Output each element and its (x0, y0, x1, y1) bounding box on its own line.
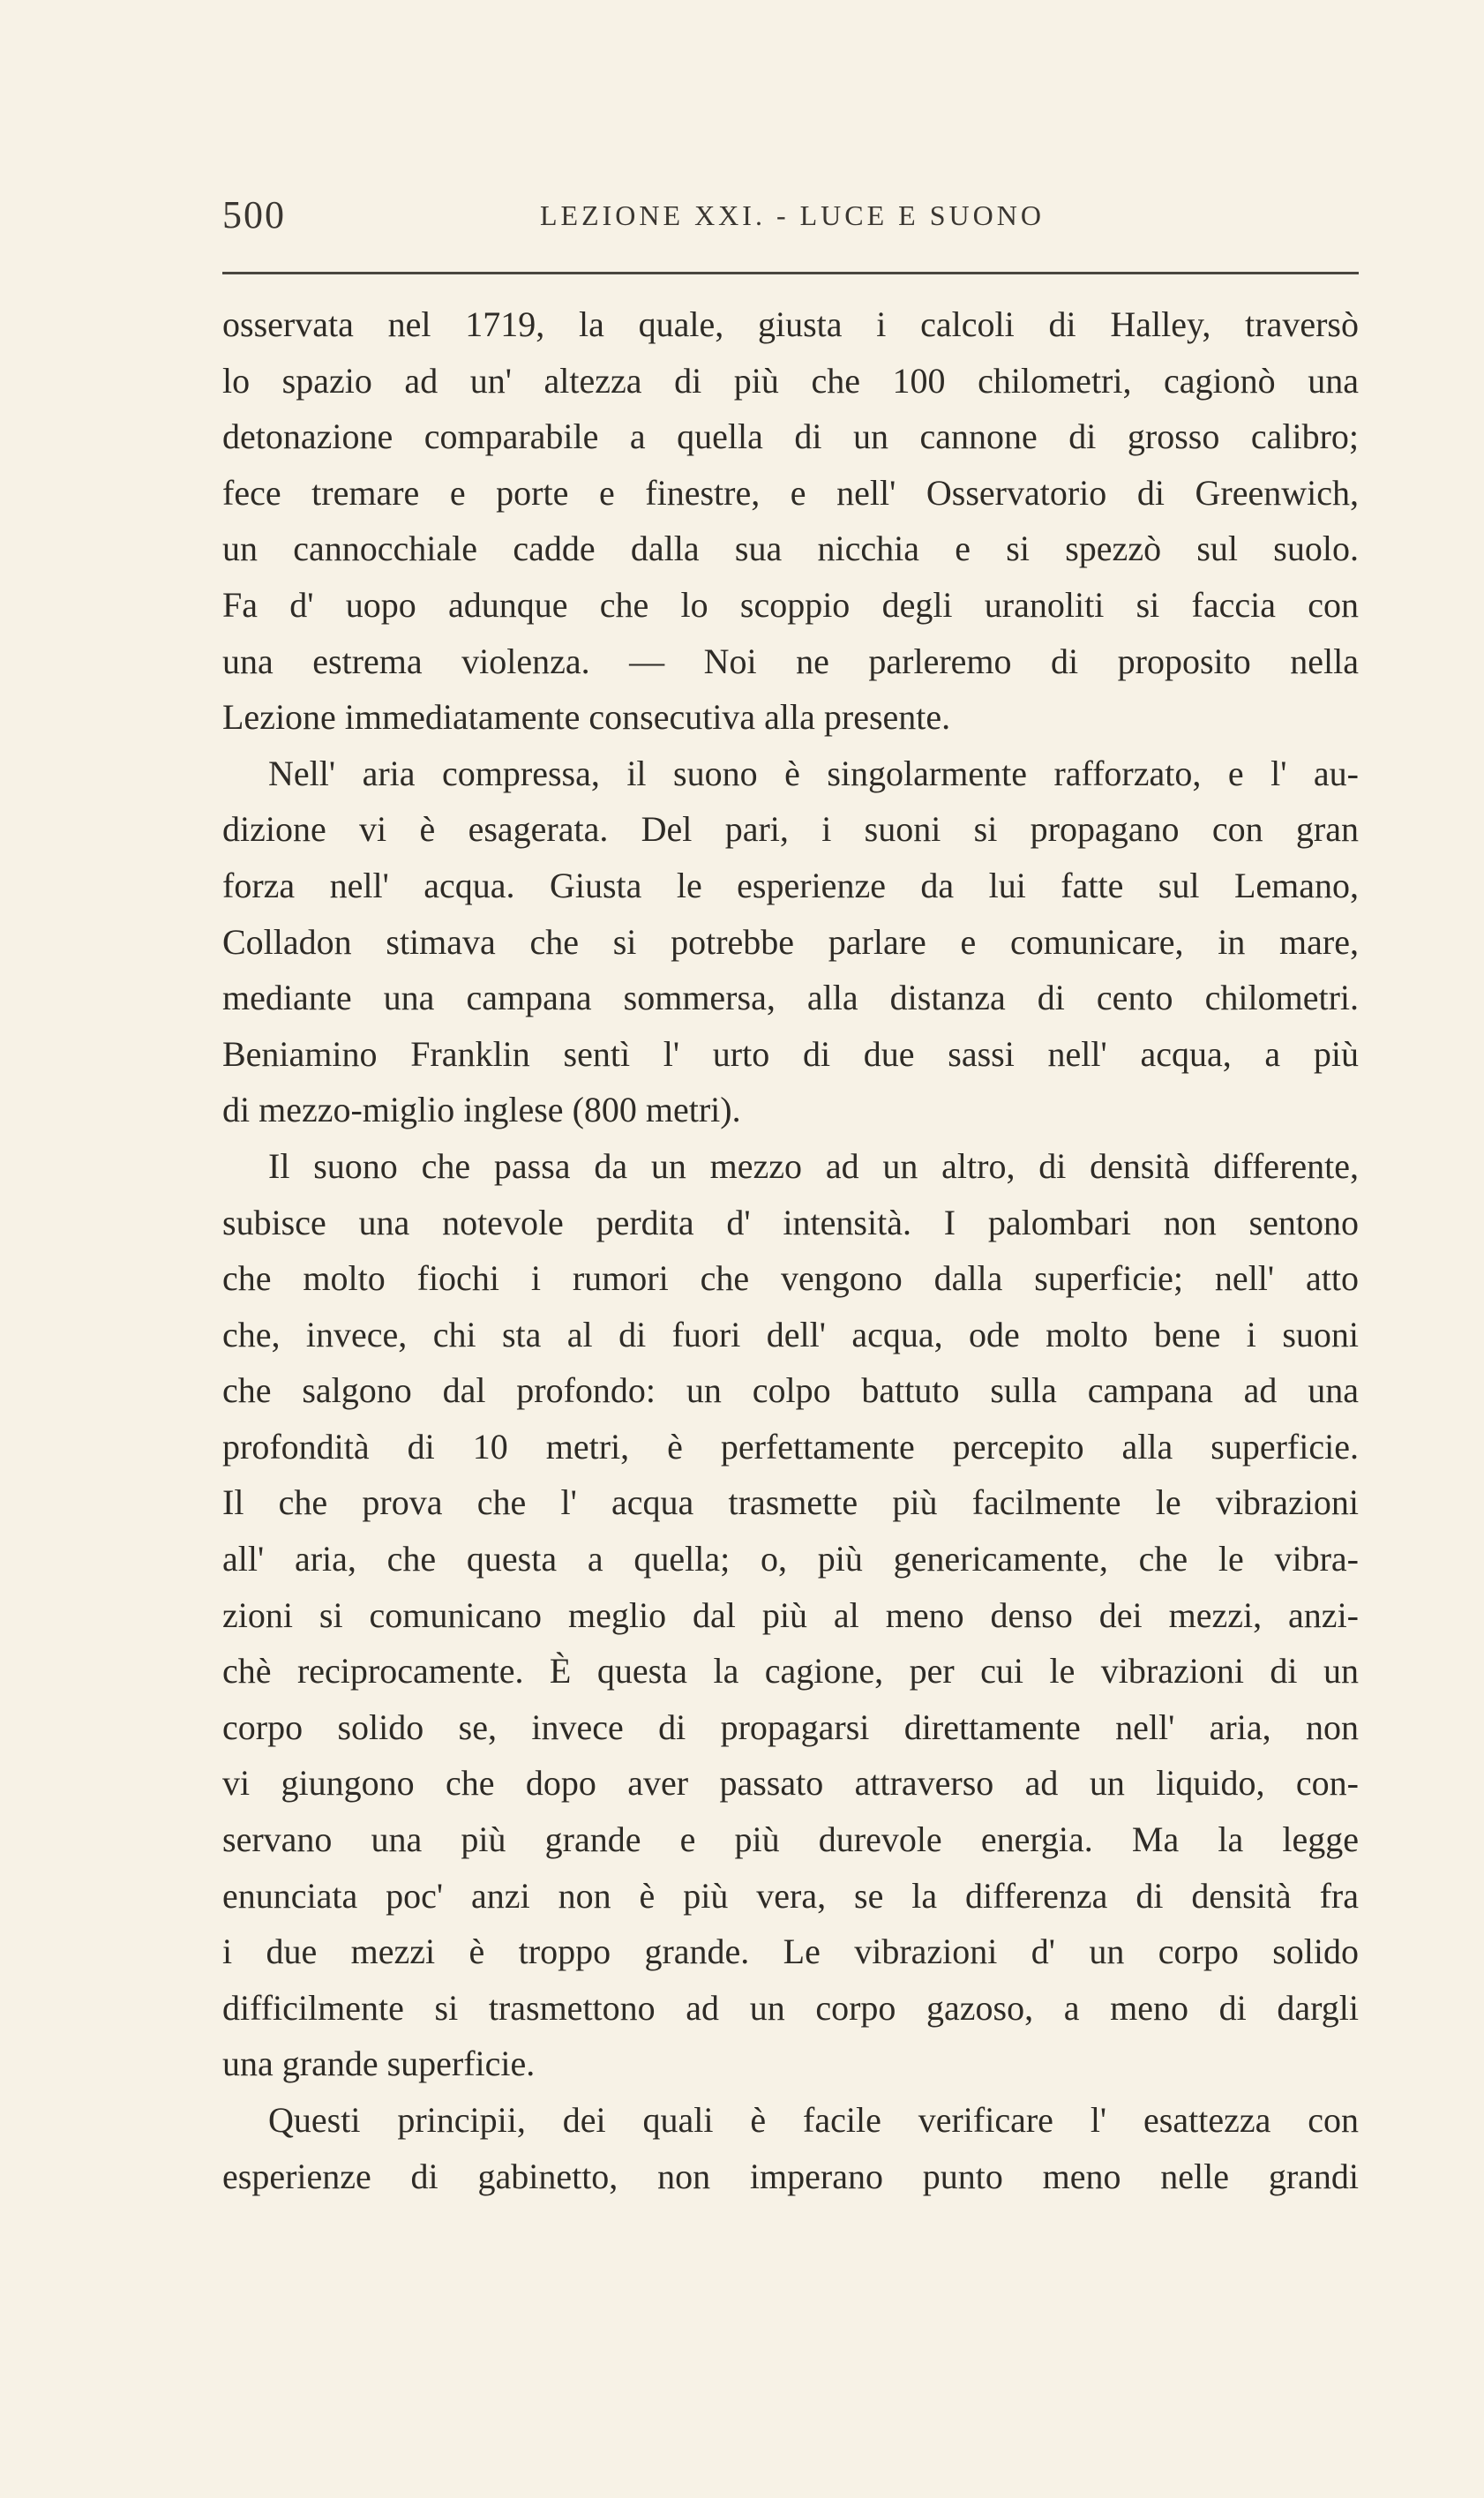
text-line: che salgono dal profondo: un colpo battuto sulla campana ad una (222, 1370, 1359, 1411)
text-line: una estrema violenza. — Noi ne parleremo di proposito nella (222, 641, 1359, 681)
text-line: che, invece, chi sta al di fuori dell' acqua, ode molto bene i suoni (222, 1314, 1359, 1354)
text-line: Colladon stimava che si potrebbe parlare e comunicare, in mare, (222, 921, 1359, 962)
text-line: corpo solido se, invece di propagarsi direttamente nell' aria, non (222, 1707, 1359, 1747)
text-line: Lezione immediatamente consecutiva alla presente. (222, 697, 951, 738)
text-line: un cannocchiale cadde dalla sua nicchia e si spezzò sul suolo. (222, 529, 1359, 569)
text-line: chè reciprocamente. È questa la cagione, per cui le vibrazioni di un (222, 1651, 1359, 1692)
text-line: difficilmente si trasmettono ad un corpo gazoso, a meno di dargli (222, 1987, 1359, 2028)
text-line: zioni si comunicano meglio dal più al meno denso dei mezzi, anzi- (222, 1594, 1359, 1635)
text-line: lo spazio ad un' altezza di più che 100 chilometri, cagionò una (222, 360, 1359, 401)
text-line: fece tremare e porte e finestre, e nell' Osservatorio di Greenwich, (222, 472, 1359, 513)
page-header (222, 192, 1359, 245)
header-rule (222, 272, 1359, 274)
text-line: una grande superficie. (222, 2044, 536, 2084)
text-line: subisce una notevole perdita d' intensità. I palombari non sentono (222, 1202, 1359, 1242)
running-head: LEZIONE XXI. - LUCE E SUONO (540, 199, 1045, 231)
text-line: enunciata poc' anzi non è più vera, se la differenza di densità fra (222, 1875, 1359, 1916)
text-line: Il che prova che l' acqua trasmette più facilmente le vibrazioni (222, 1482, 1359, 1523)
text-line: osservata nel 1719, la quale, giusta i calcoli di Halley, traversò (222, 304, 1359, 344)
page-number: 500 (222, 193, 286, 236)
text-line: Beniamino Franklin sentì l' urto di due sassi nell' acqua, a più (222, 1033, 1359, 1074)
text-line: Nell' aria compressa, il suono è singolarmente rafforzato, e l' au- (268, 753, 1359, 793)
text-line: profondità di 10 metri, è perfettamente percepito alla superficie. (222, 1426, 1359, 1467)
text-line: Il suono che passa da un mezzo ad un altro, di densità differente, (268, 1145, 1359, 1186)
text-line: vi giungono che dopo aver passato attraverso ad un liquido, con- (222, 1763, 1359, 1804)
text-line: i due mezzi è troppo grande. Le vibrazioni d' un corpo solido (222, 1932, 1359, 1972)
text-line: esperienze di gabinetto, non imperano punto meno nelle grandi (222, 2156, 1359, 2196)
text-line: forza nell' acqua. Giusta le esperienze da lui fatte sul Lemano, (222, 865, 1359, 905)
text-line: che molto fiochi i rumori che vengono dalla superficie; nell' atto (222, 1258, 1359, 1299)
text-line: mediante una campana sommersa, alla distanza di cento chilometri. (222, 978, 1359, 1018)
text-line: detonazione comparabile a quella di un cannone di grosso calibro; (222, 416, 1359, 457)
text-line: Questi principii, dei quali è facile verificare l' esattezza con (268, 2100, 1359, 2140)
text-line: Fa d' uopo adunque che lo scoppio degli uranoliti si faccia con (222, 584, 1359, 625)
text-line: all' aria, che questa a quella; o, più genericamente, che le vibra- (222, 1539, 1359, 1579)
text-line: di mezzo-miglio inglese (800 metri). (222, 1090, 741, 1130)
text-line: dizione vi è esagerata. Del pari, i suoni si propagano con gran (222, 809, 1359, 850)
text-line: servano una più grande e più durevole energia. Ma la legge (222, 1819, 1359, 1860)
body-text (222, 296, 1359, 2204)
